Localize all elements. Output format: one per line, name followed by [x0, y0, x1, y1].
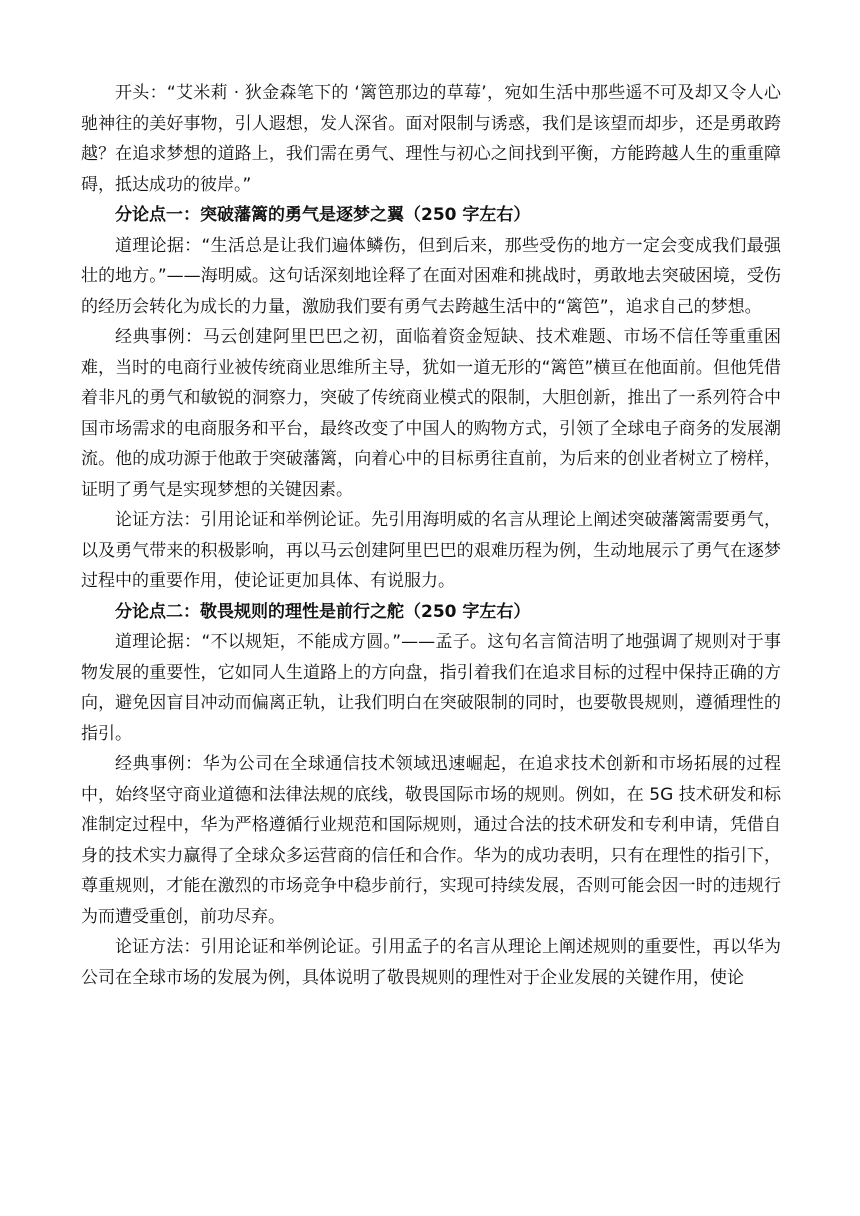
sub-argument-2-heading: 分论点二：敬畏规则的理性是前行之舵（250 字左右） [115, 601, 531, 622]
argument-2-quote-paragraph: 道理论据：“不以规矩，不能成方圆。”——孟子。这句名言简洁明了地强调了规则对于事物发展的重要性，它如同人生道路上的方向盘，指引着我们在追求目标的过程中保持正确的方向，避免因盲目冲动而偏离正轨，让我们明白在突破限制的同时，也要敬畏规则，遵循理性的指引。 [81, 632, 781, 744]
argument-1-quote-paragraph: 道理论据：“生活总是让我们遍体鳞伤，但到后来，那些受伤的地方一定会变成我们最强壮的地方。”——海明威。这句话深刻地诠释了在面对困难和挑战时，勇敢地去突破困境，受伤的经历会转化为成长的力量，激励我们要有勇气去跨越生活中的“篱笆”，追求自己的梦想。 [81, 235, 781, 317]
argument-2-example-paragraph: 经典事例：华为公司在全球通信技术领域迅速崛起，在追求技术创新和市场拓展的过程中，始终坚守商业道德和法律法规的底线，敬畏国际市场的规则。例如，在 5G 技术研发和标准制定过程中，华为严格遵循行业规范和国际规则，通过合法的技术研发和专利申请，凭借自身的技术实力赢得了全球众多运营商的信任和合作。华为的成功表明，只有在理性的指引下，尊重规则，才能在激烈的市场竞争中稳步前行，实现可持续发展，否则可能会因一时的违规行为而遭受重创，前功尽弃。 [81, 754, 781, 927]
sub-argument-1-heading: 分论点一：突破藩篱的勇气是逐梦之翼（250 字左右） [115, 205, 531, 225]
argument-2-method-paragraph: 论证方法：引用论证和举例论证。引用孟子的名言从理论上阐述规则的重要性，再以华为公司在全球市场的发展为例，具体说明了敬畏规则的理性对于企业发展的关键作用，使论 [81, 937, 781, 988]
argument-1-example-paragraph: 经典事例：马云创建阿里巴巴之初，面临着资金短缺、技术难题、市场不信任等重重困难，当时的电商行业被传统商业思维所主导，犹如一道无形的“篱笆”横亘在他面前。但他凭借着非凡的勇气和敏锐的洞察力，突破了传统商业模式的限制，大胆创新，推出了一系列符合中国市场需求的电商服务和平台，最终改变了中国人的购物方式，引领了全球电子商务的发展潮流。他的成功源于他敢于突破藩篱，向着心中的目标勇往直前，为后来的创业者树立了榜样，证明了勇气是实现梦想的关键因素。 [81, 327, 781, 500]
intro-paragraph: 开头：“艾米莉 · 狄金森笔下的 ‘篱笆那边的草莓’，宛如生活中那些遥不可及却又令人心驰神往的美好事物，引人遐想，发人深省。面对限制与诱惑，我们是该望而却步，还是勇敢跨越？在追求梦想的道路上，我们需在勇气、理性与初心之间找到平衡，方能跨越人生的重重障碍，抵达成功的彼岸。” [81, 83, 781, 195]
document-page [81, 78, 781, 993]
argument-1-method-paragraph: 论证方法：引用论证和举例论证。先引用海明威的名言从理论上阐述突破藩篱需要勇气，以及勇气带来的积极影响，再以马云创建阿里巴巴的艰难历程为例，生动地展示了勇气在逐梦过程中的重要作用，使论证更加具体、有说服力。 [81, 510, 781, 591]
